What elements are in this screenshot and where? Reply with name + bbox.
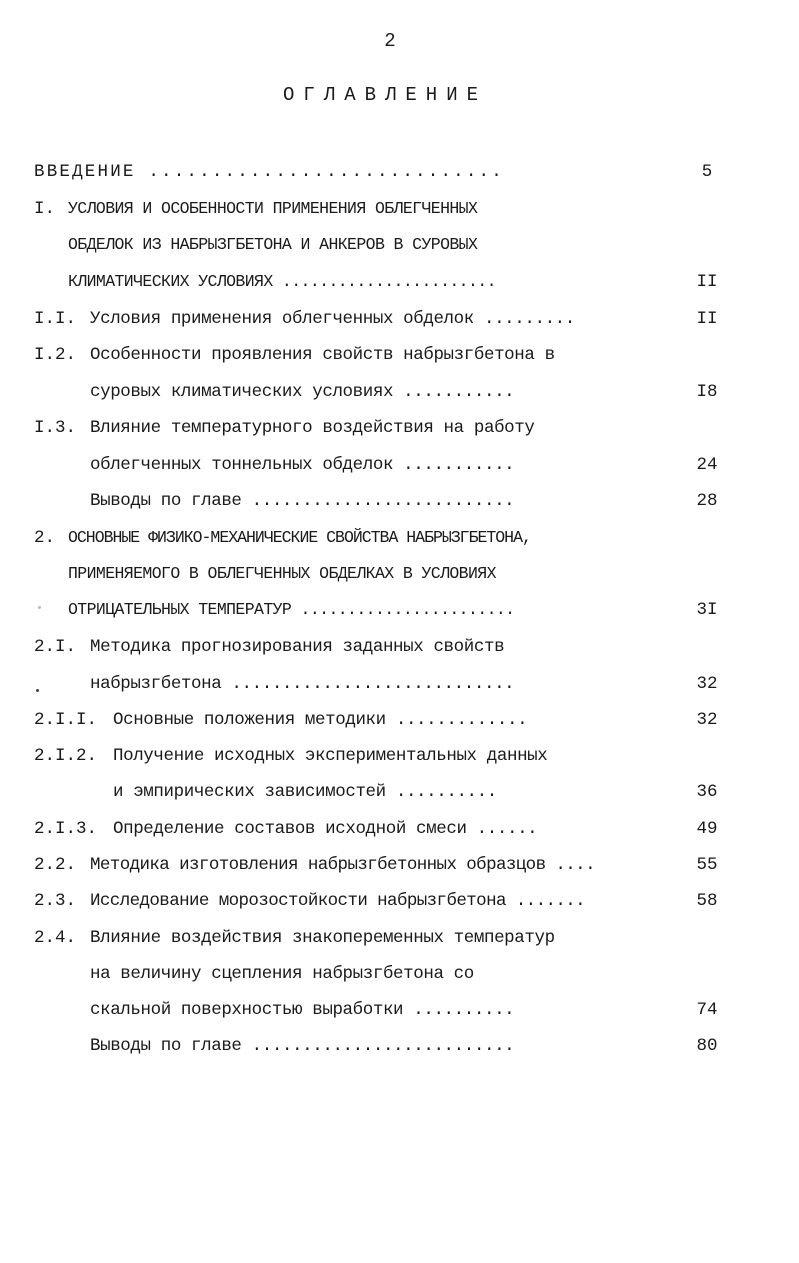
ink-speck (36, 689, 39, 692)
toc-line-2-end (0, 598, 799, 635)
toc-line-2-1-2-end (0, 780, 799, 817)
toc-text: Методика изготовления набрызгбетонных образцов .... (90, 855, 595, 875)
toc-line-2-1-1 (0, 708, 799, 745)
toc-number: I.2. (34, 345, 77, 365)
toc-line-2-1-end (0, 672, 799, 709)
toc-line-2-4-end (0, 998, 799, 1035)
toc-number: I. (34, 199, 56, 219)
toc-page: 28 (696, 491, 718, 511)
toc-text: Влияние воздействия знакопеременных температур (90, 928, 555, 948)
ink-speck (38, 606, 41, 609)
toc-text: Влияние температурного воздействия на работу (90, 418, 535, 438)
toc-text: на величину сцепления набрызгбетона со (90, 964, 474, 984)
toc-text: КЛИМАТИЧЕСКИХ УСЛОВИЯХ ....................... (68, 272, 496, 291)
toc-page: 74 (696, 1000, 718, 1020)
toc-text: суровых климатических условиях ........... (90, 382, 515, 402)
toc-number: 2.I.3. (34, 819, 98, 839)
toc-line-1-cont (0, 233, 799, 270)
toc-number: 2.I.2. (34, 746, 98, 766)
toc-text: набрызгбетона ............................ (90, 674, 515, 694)
toc-number: 2.I. (34, 637, 77, 657)
toc-number: 2.I.I. (34, 710, 98, 730)
toc-number: I.I. (34, 309, 77, 329)
toc-page: 80 (696, 1036, 718, 1056)
toc-text: ПРИМЕНЯЕМОГО В ОБЛЕГЧЕННЫХ ОБДЕЛКАХ В УСЛОВИЯХ (68, 564, 496, 583)
toc-text: скальной поверхностью выработки .......... (90, 1000, 515, 1020)
toc-page: 36 (696, 782, 718, 802)
toc-number: I.3. (34, 418, 77, 438)
toc-text: Исследование морозостойкости набрызгбетона ....... (90, 891, 586, 911)
toc-line-1-1 (0, 307, 799, 344)
toc-line-1-2-end (0, 380, 799, 417)
toc-text: облегченных тоннельных обделок ........... (90, 455, 515, 475)
toc-line-conclusions-2 (0, 1034, 799, 1071)
toc-page: 5 (701, 162, 713, 182)
toc-line-2-4-cont (0, 962, 799, 999)
toc-line-2-1-2 (0, 744, 799, 781)
toc-number: 2.2. (34, 855, 77, 875)
toc-line-2-3 (0, 889, 799, 926)
toc-text: Получение исходных экспериментальных данных (113, 746, 548, 766)
toc-text: ОБДЕЛОК ИЗ НАБРЫЗГБЕТОНА И АНКЕРОВ В СУРОВЫХ (68, 235, 478, 254)
toc-line-2 (0, 526, 799, 563)
toc-line-1-3-end (0, 453, 799, 490)
toc-page: 58 (696, 891, 718, 911)
toc-page: 55 (696, 855, 718, 875)
toc-text: ВВЕДЕНИЕ ............................ (34, 162, 504, 182)
toc-line-1-end (0, 270, 799, 307)
toc-text: Условия применения облегченных обделок ......... (90, 309, 575, 329)
toc-text: Особенности проявления свойств набрызгбетона в (90, 345, 555, 365)
toc-page: 32 (696, 710, 718, 730)
toc-page: II (696, 272, 718, 292)
toc-page: I8 (696, 382, 718, 402)
toc-line-intro (0, 160, 799, 197)
toc-page: 32 (696, 674, 718, 694)
toc-line-2-4 (0, 926, 799, 963)
toc-page: 3I (696, 600, 718, 620)
toc-number: 2.4. (34, 928, 77, 948)
toc-line-1-3 (0, 416, 799, 453)
toc-line-conclusions-1 (0, 489, 799, 526)
toc-line-2-cont (0, 562, 799, 599)
toc-title: ОГЛАВЛЕНИЕ (282, 84, 488, 106)
toc-text: Определение составов исходной смеси ...... (113, 819, 538, 839)
toc-text: УСЛОВИЯ И ОСОБЕННОСТИ ПРИМЕНЕНИЯ ОБЛЕГЧЕННЫХ (68, 199, 478, 218)
toc-text: Методика прогнозирования заданных свойств (90, 637, 505, 657)
toc-page: 24 (696, 455, 718, 475)
toc-line-1 (0, 197, 799, 234)
toc-page: II (696, 309, 718, 329)
toc-text: Выводы по главе .......................... (90, 491, 515, 511)
toc-line-2-2 (0, 853, 799, 890)
toc-text: Выводы по главе .......................... (90, 1036, 515, 1056)
toc-text: Основные положения методики ............. (113, 710, 528, 730)
toc-number: 2. (34, 528, 56, 548)
page-number: 2 (384, 30, 396, 52)
toc-line-2-1 (0, 635, 799, 672)
toc-line-2-1-3 (0, 817, 799, 854)
toc-text: ОСНОВНЫЕ ФИЗИКО-МЕХАНИЧЕСКИЕ СВОЙСТВА НАБРЫЗГБЕТОНА, (68, 528, 531, 547)
toc-page: 49 (696, 819, 718, 839)
toc-number: 2.3. (34, 891, 77, 911)
toc-text: и эмпирических зависимостей .......... (113, 782, 497, 802)
toc-line-1-2 (0, 343, 799, 380)
toc-text: ОТРИЦАТЕЛЬНЫХ ТЕМПЕРАТУР ....................... (68, 600, 515, 619)
